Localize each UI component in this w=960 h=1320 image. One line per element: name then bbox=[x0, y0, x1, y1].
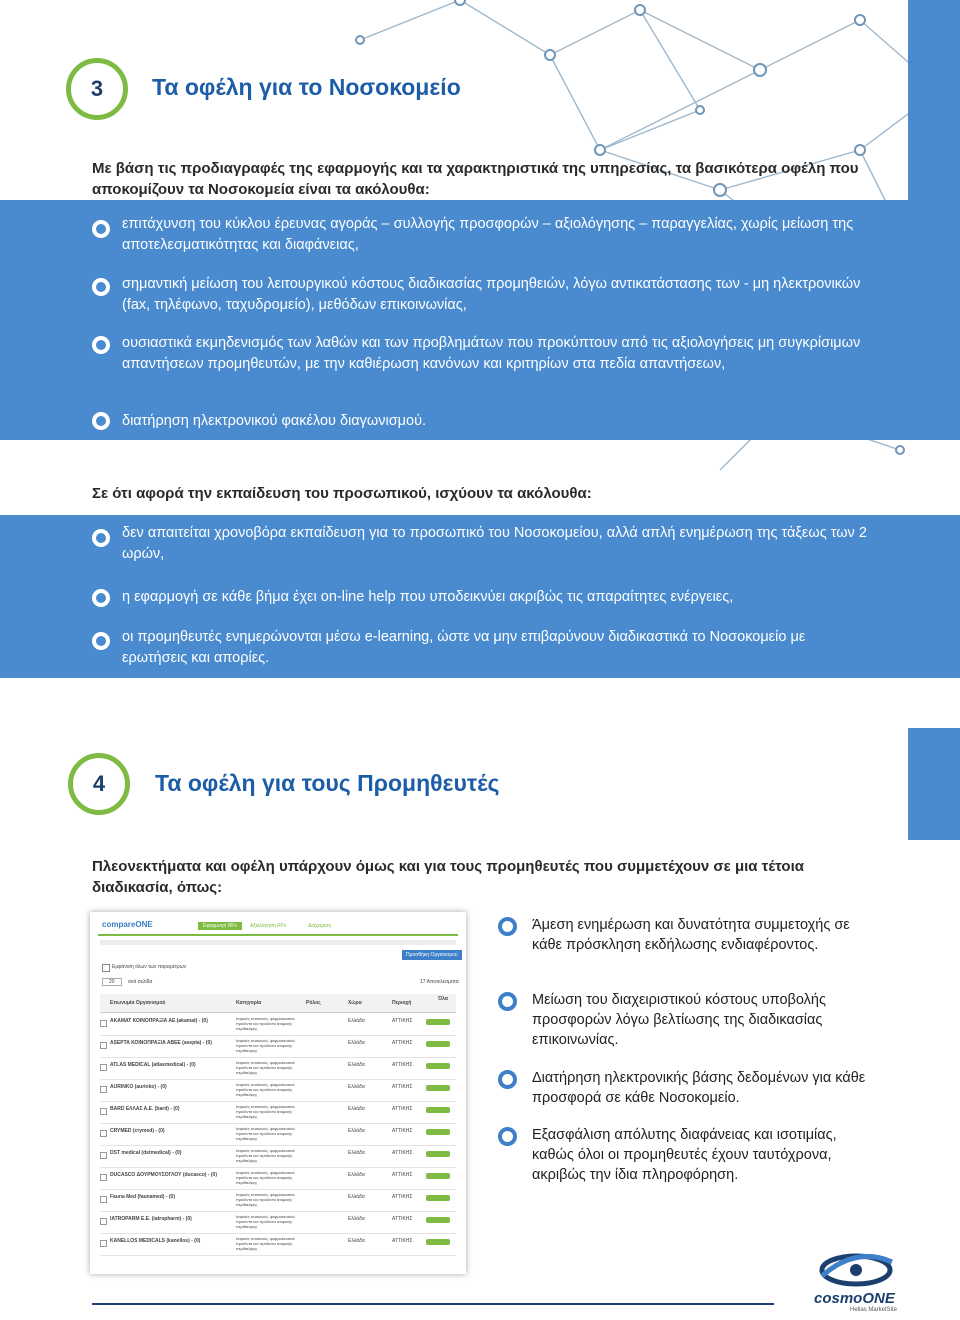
side-accent-mid bbox=[908, 728, 960, 840]
table-row[interactable] bbox=[100, 1102, 456, 1124]
table-row[interactable] bbox=[100, 1190, 456, 1212]
row-org-name: BARD ΕΛΛΑΣ Α.Ε. (bard) - (0) bbox=[110, 1106, 180, 1112]
table-row[interactable] bbox=[100, 1058, 456, 1080]
row-category: Ιατρικές συσκευές, φαρμακευτικά προϊόντα και προϊόντα ατομικής περίθαλψης bbox=[236, 1192, 295, 1207]
row-checkbox[interactable] bbox=[100, 1152, 107, 1159]
add-organization-button[interactable]: Προσθήκη Οργανισμού bbox=[402, 950, 462, 960]
cosmoone-logo-icon bbox=[808, 1246, 908, 1290]
training-item-1: δεν απαιτείται χρονοβόρα εκπαίδευση για το προσωπικό του Νοσοκομείου, αλλά απλή ενημέρωση της τάξεως των 2 ωρών, bbox=[122, 525, 867, 562]
row-country: Ελλάδα bbox=[348, 1238, 365, 1244]
show-all-checkbox[interactable] bbox=[102, 964, 110, 972]
bullet-icon bbox=[92, 589, 110, 607]
table-row[interactable] bbox=[100, 1146, 456, 1168]
app-header bbox=[98, 916, 458, 936]
section-number-4: 4 bbox=[68, 753, 130, 815]
bullet-icon bbox=[92, 529, 110, 547]
table-row[interactable] bbox=[100, 1080, 456, 1102]
tab-rfx[interactable]: Εφαρμογή RFx bbox=[198, 922, 242, 930]
row-category: Ιατρικές συσκευές, φαρμακευτικά προϊόντα και προϊόντα ατομικής περίθαλψης bbox=[236, 1104, 295, 1119]
col-role[interactable]: Ρόλος bbox=[306, 1000, 321, 1006]
row-country: Ελλάδα bbox=[348, 1128, 365, 1134]
row-toggle[interactable] bbox=[426, 1239, 450, 1245]
row-region: ΑΤΤΙΚΗΣ bbox=[392, 1106, 413, 1112]
training-band bbox=[0, 515, 960, 678]
bullet-icon bbox=[498, 992, 517, 1011]
supplier-benefit-2: Μείωση του διαχειριστικού κόστους υποβολής προσφορών λόγω βελτίωσης της διαδικασίας επικοινωνίας. bbox=[532, 992, 826, 1048]
table-row[interactable] bbox=[100, 1234, 456, 1256]
row-checkbox[interactable] bbox=[100, 1218, 107, 1225]
row-toggle[interactable] bbox=[426, 1107, 450, 1113]
row-region: ΑΤΤΙΚΗΣ bbox=[392, 1216, 413, 1222]
training-item-2: η εφαρμογή σε κάθε βήμα έχει on-line help που υποδεικνύει ακριβώς τις απαραίτητες ενέργειες, bbox=[122, 589, 734, 605]
row-toggle[interactable] bbox=[426, 1195, 450, 1201]
row-category: Ιατρικές συσκευές, φαρμακευτικά προϊόντα και προϊόντα ατομικής περίθαλψης bbox=[236, 1236, 295, 1251]
table-row[interactable] bbox=[100, 1212, 456, 1234]
supplier-benefit-item bbox=[498, 1068, 878, 1108]
col-country[interactable]: Χώρα bbox=[348, 1000, 362, 1006]
app-logo: compareONE bbox=[102, 920, 153, 929]
row-region: ΑΤΤΙΚΗΣ bbox=[392, 1018, 413, 1024]
row-org-name: DUCASCO ΔΟΥΡΜΟΥΣΟΓΛΟΥ (ducasco) - (0) bbox=[110, 1172, 217, 1178]
col-category[interactable]: Κατηγορία bbox=[236, 1000, 262, 1006]
row-region: ΑΤΤΙΚΗΣ bbox=[392, 1194, 413, 1200]
row-category: Ιατρικές συσκευές, φαρμακευτικά προϊόντα και προϊόντα ατομικής περίθαλψης bbox=[236, 1148, 295, 1163]
row-region: ΑΤΤΙΚΗΣ bbox=[392, 1040, 413, 1046]
row-checkbox[interactable] bbox=[100, 1042, 107, 1049]
row-region: ΑΤΤΙΚΗΣ bbox=[392, 1238, 413, 1244]
supplier-benefit-4: Εξασφάλιση απόλυτης διαφάνειας και ισοτιμίας, καθώς όλοι οι προμηθευτές έχουν ταυτόχρονα, ακριβώς την ίδια πληροφόρηση. bbox=[532, 1127, 837, 1183]
hospital-benefit-2: σημαντική μείωση του λειτουργικού κόστους διαδικασίας προμηθειών, λόγω αντικατάστασης των - μη ηλεκτρονικών (fax, τηλέφωνο, ταχυδρομείο), μεθόδων επικοινωνίας, bbox=[122, 276, 861, 313]
training-intro: Σε ότι αφορά την εκπαίδευση του προσωπικού, ισχύουν τα ακόλουθα: bbox=[92, 485, 592, 502]
supplier-benefit-item bbox=[498, 1125, 878, 1185]
row-country: Ελλάδα bbox=[348, 1194, 365, 1200]
row-category: Ιατρικές συσκευές, φαρμακευτικά προϊόντα και προϊόντα ατομικής περίθαλψης bbox=[236, 1060, 295, 1075]
row-toggle[interactable] bbox=[426, 1085, 450, 1091]
row-checkbox[interactable] bbox=[100, 1020, 107, 1027]
row-category: Ιατρικές συσκευές, φαρμακευτικά προϊόντα και προϊόντα ατομικής περίθαλψης bbox=[236, 1214, 295, 1229]
row-category: Ιατρικές συσκευές, φαρμακευτικά προϊόντα και προϊόντα ατομικής περίθαλψης bbox=[236, 1016, 295, 1031]
row-org-name: ASEPTA ΚΟΙΝΟΠΡΑΞΙΑ ΑΒΕΕ (asepta) - (0) bbox=[110, 1040, 212, 1046]
row-toggle[interactable] bbox=[426, 1063, 450, 1069]
section-number-3: 3 bbox=[66, 58, 128, 120]
row-country: Ελλάδα bbox=[348, 1150, 365, 1156]
row-region: ΑΤΤΙΚΗΣ bbox=[392, 1172, 413, 1178]
bullet-icon bbox=[92, 412, 110, 430]
supplier-benefit-item bbox=[498, 990, 878, 1050]
row-category: Ιατρικές συσκευές, φαρμακευτικά προϊόντα και προϊόντα ατομικής περίθαλψης bbox=[236, 1038, 295, 1053]
hospital-benefit-4: διατήρηση ηλεκτρονικού φακέλου διαγωνισμού. bbox=[122, 413, 427, 429]
section-title-4: Τα οφέλη για τους Προμηθευτές bbox=[155, 770, 500, 796]
table-row[interactable] bbox=[100, 1124, 456, 1146]
bullet-icon bbox=[498, 917, 517, 936]
hospital-benefit-1: επιτάχυνση του κύκλου έρευνας αγοράς – συλλογής προσφορών – αξιολόγησης – παραγγελίας, χωρίς μείωση της αποτελεσματικότητας και διαφάνειας, bbox=[122, 216, 854, 253]
row-checkbox[interactable] bbox=[100, 1196, 107, 1203]
footer-brand: cosmoONE bbox=[814, 1290, 895, 1307]
row-country: Ελλάδα bbox=[348, 1172, 365, 1178]
breadcrumb bbox=[100, 940, 456, 945]
row-checkbox[interactable] bbox=[100, 1174, 107, 1181]
row-org-name: CRYMED (crymed) - (0) bbox=[110, 1128, 165, 1134]
bullet-icon bbox=[92, 278, 110, 296]
row-region: ΑΤΤΙΚΗΣ bbox=[392, 1084, 413, 1090]
table-header bbox=[100, 994, 456, 1013]
col-all[interactable]: Όλα bbox=[438, 996, 448, 1002]
row-toggle[interactable] bbox=[426, 1151, 450, 1157]
row-toggle[interactable] bbox=[426, 1129, 450, 1135]
hospital-benefits-band bbox=[0, 200, 960, 440]
row-org-name: ΑΚΑΜΑΤ ΚΟΙΝΟΠΡΑΞΙΑ ΑΕ (akamat) - (0) bbox=[110, 1018, 208, 1024]
bullet-icon bbox=[92, 220, 110, 238]
row-country: Ελλάδα bbox=[348, 1084, 365, 1090]
row-checkbox[interactable] bbox=[100, 1064, 107, 1071]
col-name[interactable]: Επωνυμία Οργανισμού bbox=[110, 1000, 166, 1006]
app-screenshot bbox=[90, 912, 466, 1274]
row-org-name: KANELLOS MEDICALS (kanellos) - (0) bbox=[110, 1238, 201, 1244]
row-category: Ιατρικές συσκευές, φαρμακευτικά προϊόντα και προϊόντα ατομικής περίθαλψης bbox=[236, 1082, 295, 1097]
row-category: Ιατρικές συσκευές, φαρμακευτικά προϊόντα και προϊόντα ατομικής περίθαλψης bbox=[236, 1170, 295, 1185]
row-country: Ελλάδα bbox=[348, 1040, 365, 1046]
row-region: ΑΤΤΙΚΗΣ bbox=[392, 1128, 413, 1134]
side-accent-top bbox=[908, 0, 960, 215]
footer-rule bbox=[92, 1303, 774, 1305]
section-title-3: Τα οφέλη για το Νοσοκομείο bbox=[152, 74, 461, 100]
row-toggle[interactable] bbox=[426, 1041, 450, 1047]
footer-tagline: Hellas MarketSite bbox=[850, 1307, 898, 1313]
table-row[interactable] bbox=[100, 1036, 456, 1058]
row-org-name: ATLAS MEDICAL (atlasmedical) - (0) bbox=[110, 1062, 196, 1068]
show-all-label: Εμφάνιση όλων των παραμέτρων bbox=[112, 964, 187, 970]
section3-intro: Με βάση τις προδιαγραφές της εφαρμογής και τα χαρακτηριστικά της υπηρεσίας, τα βασικότερα οφέλη που αποκομίζουν τα Νοσοκομεία είναι τα ακόλουθα: bbox=[92, 160, 859, 198]
tab-admin[interactable]: Διαχείριση bbox=[308, 923, 332, 929]
table-row[interactable] bbox=[100, 1014, 456, 1036]
table-row[interactable] bbox=[100, 1168, 456, 1190]
row-region: ΑΤΤΙΚΗΣ bbox=[392, 1150, 413, 1156]
hospital-benefit-3: ουσιαστικά εκμηδενισμός των λαθών και των προβλημάτων που προκύπτουν από τις αξιολογήσεις μη συγκρίσιμων απαντήσεων προμηθευτών, με την καθιέρωση κανόνων και κριτηρίων στα πεδία απαντήσεων, bbox=[122, 335, 861, 372]
tab-rfx-evaluation[interactable]: Αξιολόγηση RFx bbox=[250, 923, 287, 929]
supplier-benefit-3: Διατήρηση ηλεκτρονικής βάσης δεδομένων για κάθε προσφορά σε κάθε Νοσοκομείο. bbox=[532, 1070, 866, 1106]
page-size-select[interactable]: 20 bbox=[102, 978, 122, 986]
row-checkbox[interactable] bbox=[100, 1130, 107, 1137]
row-org-name: AURINKO (aurinko) - (0) bbox=[110, 1084, 167, 1090]
row-country: Ελλάδα bbox=[348, 1062, 365, 1068]
row-toggle[interactable] bbox=[426, 1217, 450, 1223]
bullet-icon bbox=[498, 1070, 517, 1089]
results-count: 17 Αποτελέσματα bbox=[420, 979, 459, 985]
row-country: Ελλάδα bbox=[348, 1216, 365, 1222]
supplier-benefit-1: Άμεση ενημέρωση και δυνατότητα συμμετοχής σε κάθε πρόσκληση εκδήλωσης ενδιαφέροντος. bbox=[532, 917, 850, 953]
row-checkbox[interactable] bbox=[100, 1108, 107, 1115]
row-region: ΑΤΤΙΚΗΣ bbox=[392, 1062, 413, 1068]
row-category: Ιατρικές συσκευές, φαρμακευτικά προϊόντα και προϊόντα ατομικής περίθαλψης bbox=[236, 1126, 295, 1141]
row-org-name: IATROPARM Ε.Ε. (iatropharm) - (0) bbox=[110, 1216, 192, 1222]
row-checkbox[interactable] bbox=[100, 1086, 107, 1093]
section4-intro: Πλεονεκτήματα και οφέλη υπάρχουν όμως και για τους προμηθευτές που συμμετέχουν σε μια τέτοια διαδικασία, όπως: bbox=[92, 858, 804, 896]
row-org-name: Fauna Med (faunamed) - (0) bbox=[110, 1194, 176, 1200]
bullet-icon bbox=[92, 336, 110, 354]
bullet-icon bbox=[498, 1127, 517, 1146]
col-region[interactable]: Περιοχή bbox=[392, 1000, 412, 1006]
row-country: Ελλάδα bbox=[348, 1018, 365, 1024]
row-toggle[interactable] bbox=[426, 1019, 450, 1025]
row-toggle[interactable] bbox=[426, 1173, 450, 1179]
row-org-name: DST medical (dstmedical) - (0) bbox=[110, 1150, 182, 1156]
bullet-icon bbox=[92, 632, 110, 650]
training-item-3: οι προμηθευτές ενημερώνονται μέσω e-learning, ώστε να μην επιβαρύνουν διαδικαστικά το Νοσοκομείο με ερωτήσεις και απορίες. bbox=[122, 629, 806, 666]
row-checkbox[interactable] bbox=[100, 1240, 107, 1247]
page-size-label: ανά σελίδα bbox=[128, 979, 153, 985]
supplier-benefit-item bbox=[498, 915, 878, 975]
row-country: Ελλάδα bbox=[348, 1106, 365, 1112]
